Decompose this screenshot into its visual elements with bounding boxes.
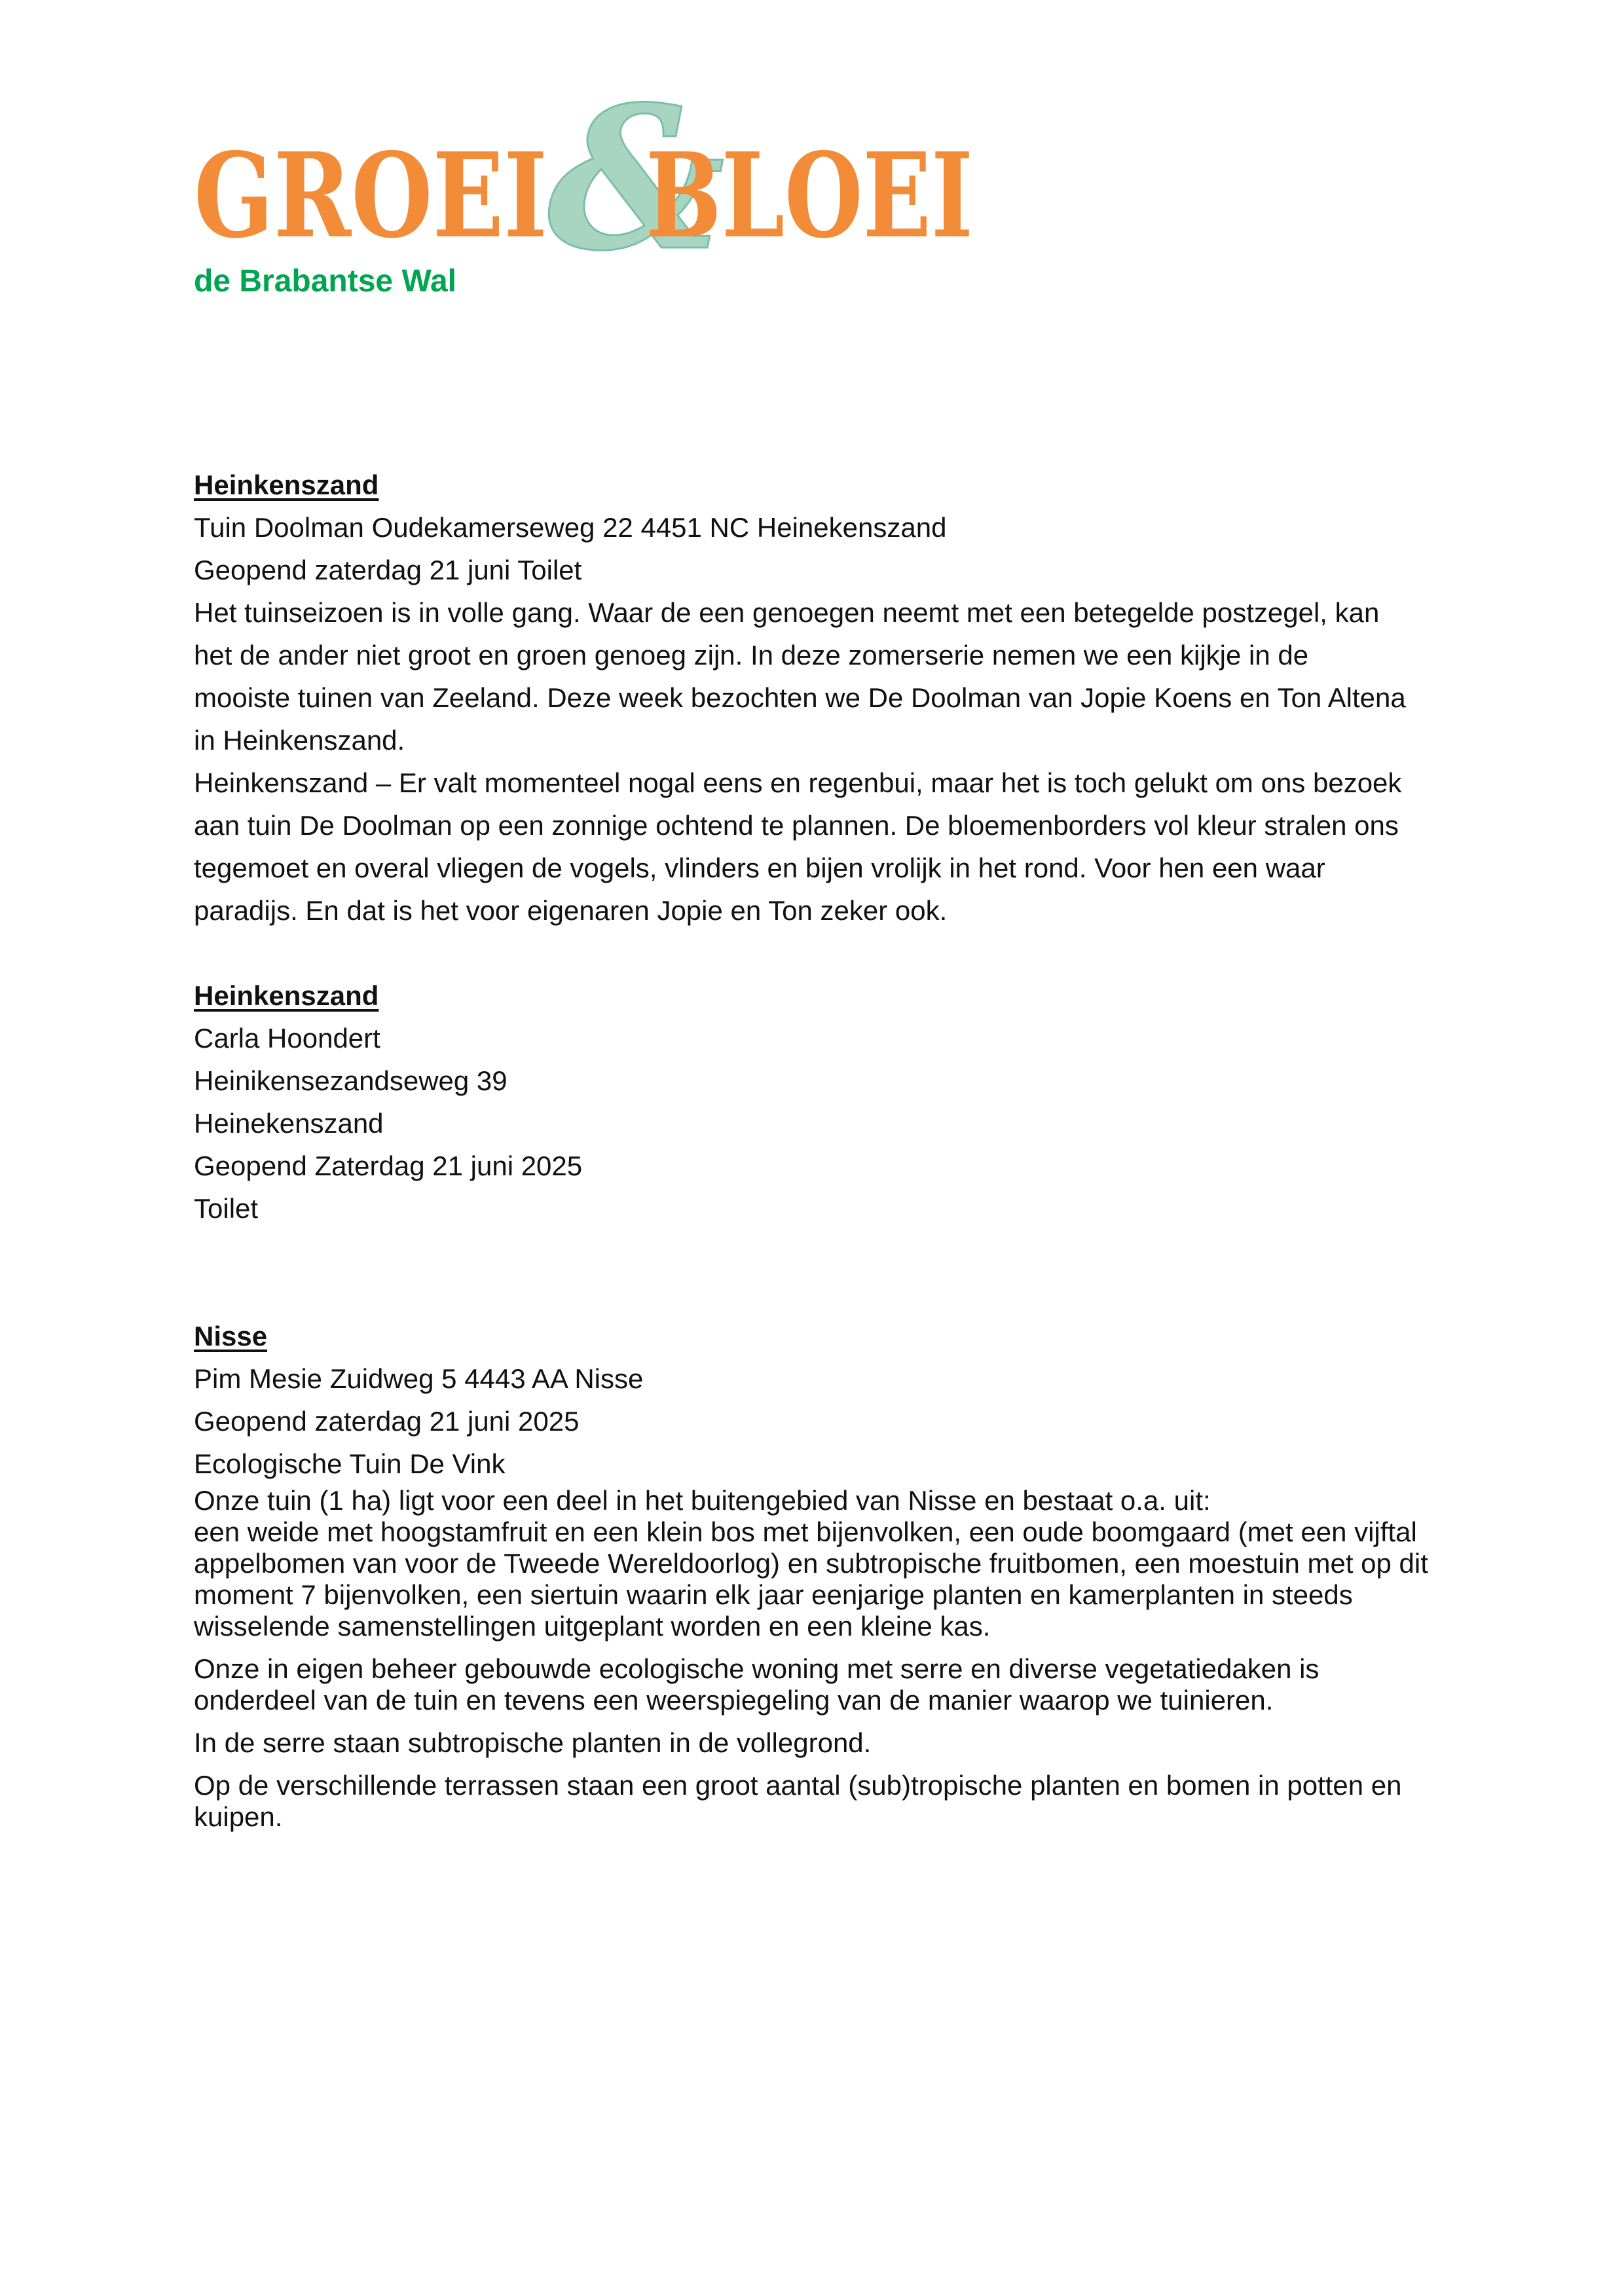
text-line: wisselende samenstellingen uitgeplant worden en een kleine kas.: [194, 1611, 991, 1642]
section-heinkenszand-doolman: [194, 464, 1438, 932]
section-heading: Heinkenszand: [194, 980, 379, 1011]
text-line: Onze tuin (1 ha) ligt voor een deel in het buitengebied van Nisse en bestaat o.a. uit:: [194, 1485, 1211, 1516]
text-line: In de serre staan subtropische planten in de vollegrond.: [194, 1727, 872, 1758]
text-line: Heinkenszand – Er valt momenteel nogal eens en regenbui, maar het is toch gelukt om ons bezoek: [194, 767, 1402, 798]
paragraph: [194, 1485, 1438, 1642]
text-line: in Heinkenszand.: [194, 725, 405, 756]
text-line: Op de verschillende terrassen staan een groot aantal (sub)tropische planten en bomen in potten en: [194, 1770, 1402, 1801]
text-line: kuipen.: [194, 1801, 283, 1832]
text-line: mooiste tuinen van Zeeland. Deze week bezochten we De Doolman van Jopie Koens en Ton Altena: [194, 682, 1406, 713]
text-line: een weide met hoogstamfruit en een klein bos met bijenvolken, een oude boomgaard (met een vijftal: [194, 1516, 1417, 1547]
section-heading: Heinkenszand: [194, 469, 379, 500]
text-line: het de ander niet groot en groen genoeg zijn. In deze zomerserie nemen we een kijkje in de: [194, 640, 1309, 670]
section-nisse: [194, 1315, 1438, 1833]
street-line: Heinikensezandseweg 39: [194, 1065, 507, 1096]
section-heinkenszand-hoondert: [194, 974, 1438, 1230]
opening-line: Geopend Zaterdag 21 juni 2025: [194, 1150, 583, 1181]
logo-ampersand: &: [547, 63, 725, 294]
section-heading: Nisse: [194, 1321, 268, 1351]
logo-word-bloei: BLOEI: [646, 127, 973, 264]
text-line: tegemoet en overal vliegen de vogels, vlinders en bijen vrolijk in het rond. Voor hen een waar: [194, 853, 1325, 883]
garden-name-line: Ecologische Tuin De Vink: [194, 1448, 506, 1479]
opening-line: Geopend zaterdag 21 juni Toilet: [194, 555, 582, 585]
address-line: Pim Mesie Zuidweg 5 4443 AA Nisse: [194, 1363, 644, 1394]
text-line: appelbomen van voor de Tweede Wereldoorlog) en subtropische fruitbomen, een moestuin met op dit: [194, 1548, 1428, 1579]
document-body: [194, 464, 1438, 1844]
text-line: Het tuinseizoen is in volle gang. Waar de een genoegen neemt met een betegelde postzegel, kan: [194, 597, 1380, 628]
opening-line: Geopend zaterdag 21 juni 2025: [194, 1406, 580, 1437]
facility-line: Toilet: [194, 1193, 259, 1224]
text-line: moment 7 bijenvolken, een siertuin waarin elk jaar eenjarige planten en kamerplanten in steeds: [194, 1579, 1353, 1610]
text-line: aan tuin De Doolman op een zonnige ochtend te plannen. De bloemenborders vol kleur stralen ons: [194, 810, 1399, 841]
subtitle: de Brabantse Wal: [194, 264, 456, 299]
text-line: Onze in eigen beheer gebouwde ecologische woning met serre en diverse vegetatiedaken is: [194, 1653, 1320, 1684]
paragraph: [194, 1727, 1438, 1759]
name-line: Carla Hoondert: [194, 1023, 380, 1054]
town-line: Heinekenszand: [194, 1108, 384, 1139]
text-line: onderdeel van de tuin en tevens een weerspiegeling van de manier waarop we tuinieren.: [194, 1685, 1274, 1716]
address-line: Tuin Doolman Oudekamerseweg 22 4451 NC Heinekenszand: [194, 512, 947, 543]
paragraph: [194, 1653, 1438, 1716]
text-line: paradijs. En dat is het voor eigenaren Jopie en Ton zeker ook.: [194, 895, 948, 926]
paragraph: [194, 1770, 1438, 1833]
logo-word-groei: GROEI: [194, 127, 547, 264]
